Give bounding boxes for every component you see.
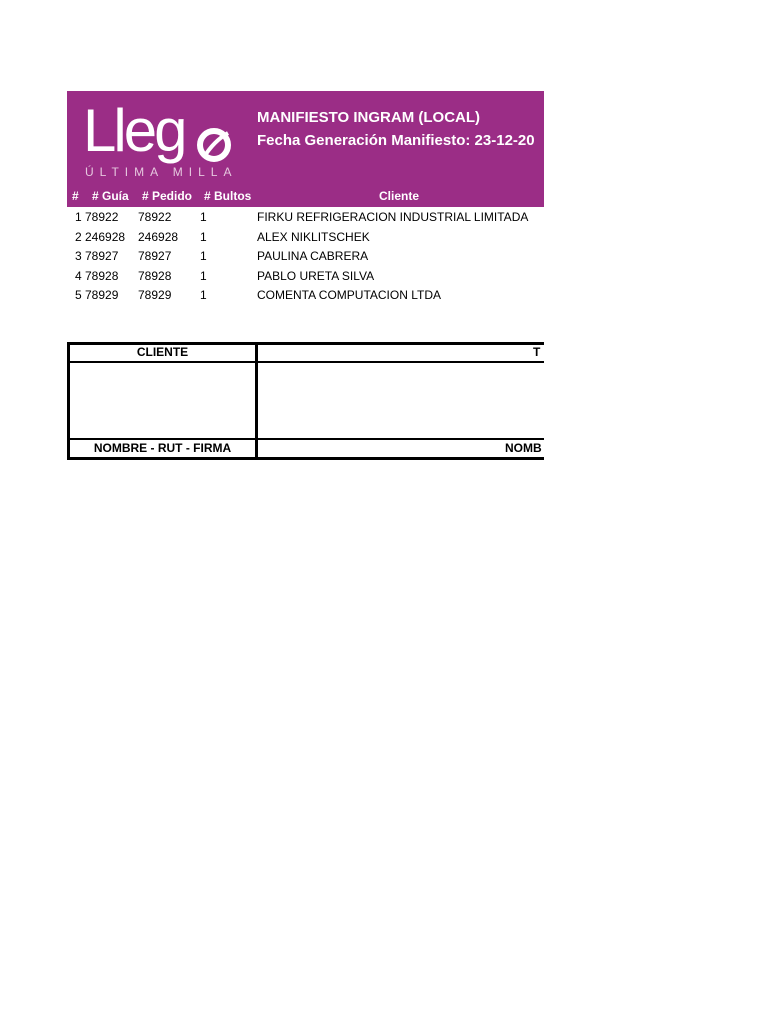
row-cliente: PAULINA CABRERA — [257, 249, 369, 263]
row-guia: 78922 — [85, 210, 119, 224]
row-number: 5 — [75, 288, 82, 302]
signature-left-header: CLIENTE — [136, 345, 189, 359]
table-row — [67, 267, 544, 287]
row-pedido: 78929 — [138, 288, 172, 302]
manifest-title: MANIFIESTO INGRAM (LOCAL) — [257, 109, 481, 126]
row-number: 1 — [75, 210, 82, 224]
row-bultos: 1 — [200, 229, 207, 244]
col-header-cliente: Cliente — [379, 189, 420, 203]
logo-leaf-icon — [195, 127, 233, 163]
llego-logo — [83, 97, 243, 187]
signature-border-bottom — [67, 457, 544, 460]
row-number: 2 — [75, 229, 82, 244]
table-row — [67, 286, 544, 306]
row-pedido: 246928 — [138, 229, 179, 244]
row-bultos: 1 — [200, 268, 207, 283]
signature-box — [67, 342, 544, 460]
row-number: 3 — [75, 249, 82, 263]
row-bultos: 1 — [200, 288, 207, 302]
row-pedido: 78927 — [138, 249, 172, 263]
row-pedido: 78922 — [138, 210, 172, 224]
signature-right-header: T — [533, 345, 541, 359]
signature-left-footer: NOMBRE - RUT - FIRMA — [93, 441, 232, 455]
row-number: 4 — [75, 268, 82, 283]
manifest-date: Fecha Generación Manifiesto: 23-12-20 — [257, 132, 535, 149]
header-titles — [257, 108, 535, 150]
row-cliente: PABLO URETA SILVA — [257, 268, 375, 283]
col-header-guia: # Guía — [92, 189, 129, 203]
logo-wordmark: Lleg — [83, 97, 185, 164]
logo-tagline: ÚLTIMA MILLA — [85, 165, 238, 179]
row-bultos: 1 — [200, 210, 207, 224]
row-guia: 78928 — [85, 268, 119, 283]
row-pedido: 78928 — [138, 268, 172, 283]
row-guia: 78927 — [85, 249, 119, 263]
col-header-bultos: # Bultos — [204, 189, 252, 203]
manifest-header — [67, 91, 544, 207]
col-header-num: # — [72, 189, 79, 203]
signature-divider — [255, 342, 258, 460]
row-guia: 78929 — [85, 288, 119, 302]
row-cliente: COMENTA COMPUTACION LTDA — [257, 288, 442, 302]
row-bultos: 1 — [200, 249, 207, 263]
table-row — [67, 208, 544, 228]
row-cliente: FIRKU REFRIGERACION INDUSTRIAL LIMITADA — [257, 210, 529, 224]
signature-footer-rule — [67, 438, 544, 440]
signature-right-footer: NOMB — [505, 441, 542, 455]
table-row — [67, 228, 544, 248]
manifest-table — [67, 208, 544, 306]
table-row — [67, 247, 544, 267]
signature-header-rule — [67, 361, 544, 363]
col-header-pedido: # Pedido — [142, 189, 193, 203]
row-guia: 246928 — [85, 229, 126, 244]
row-cliente: ALEX NIKLITSCHEK — [257, 229, 370, 244]
